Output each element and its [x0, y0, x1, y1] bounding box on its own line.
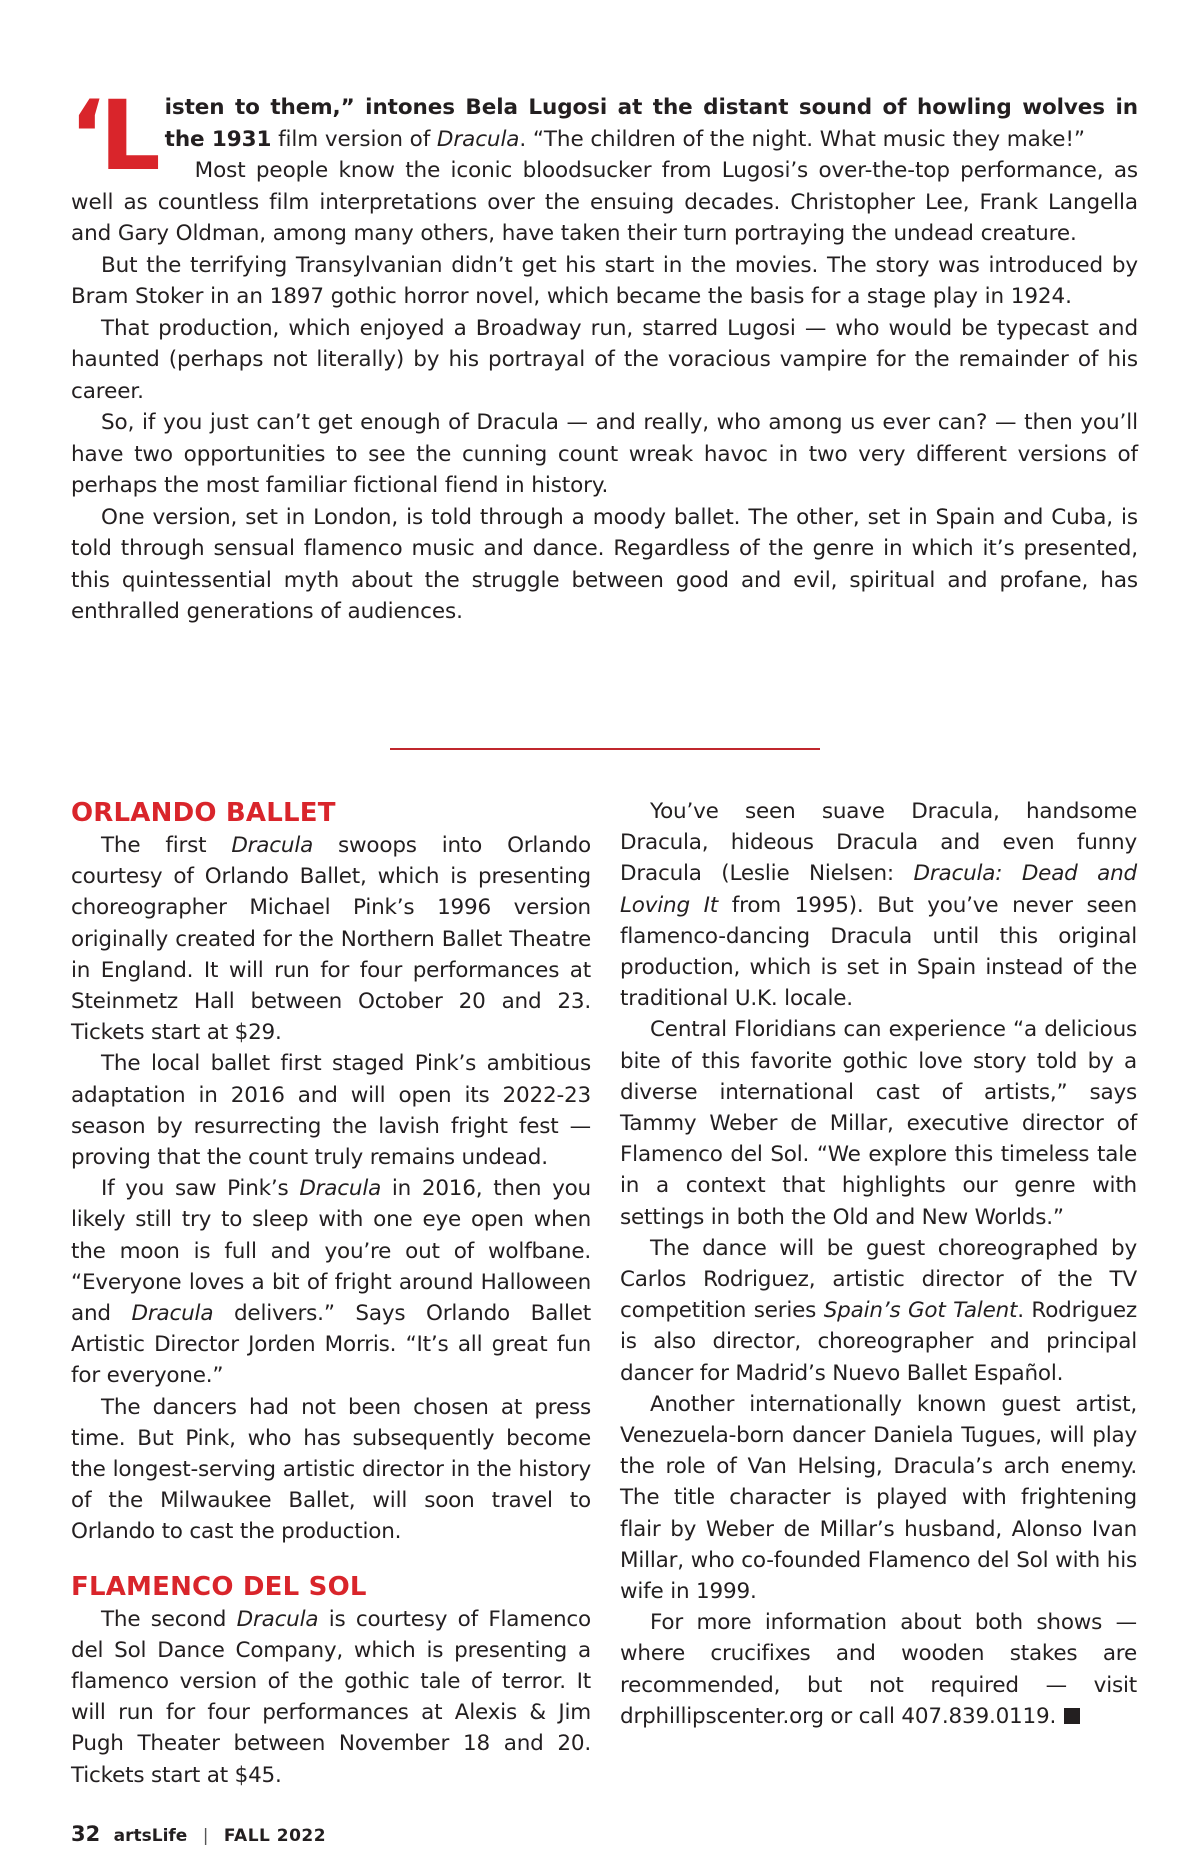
right-p5-text: For more information about both shows — where crucifixes and wooden stakes are recommended, but not required — visit drphillipscenter.org or call 407.839.0119. — [620, 1610, 1137, 1729]
left-p3-text: If you saw Pink’s — [101, 1176, 300, 1202]
left-p1-text-2: swoops into Orlando courtesy of Orlando Ballet, which is presenting choreographer Michael Pink’s 1996 version originally created for the Northern Ballet Theatre in England. It will run for four performances at Steinmetz Hall between October 20 and 23. Tickets start at $29. — [71, 833, 592, 1046]
end-of-article-mark — [1064, 1708, 1080, 1724]
intro-paragraph-3: But the terrifying Transylvanian didn’t get his start in the movies. The story was introduced by Bram Stoker in an 1897 gothic horror novel, which became the basis for a stage play in 1924. — [71, 252, 1138, 309]
page-footer — [71, 1822, 326, 1848]
left-p5-text-2: is courtesy of Flamenco del Sol Dance Company, which is presenting a flamenco version of the gothic tale of terror. It will run for four performances at Alexis & Jim Pugh Theater between November 18 and 20. Tickets start at $45. — [71, 1606, 592, 1788]
left-p3-text-3: delivers.” Says Orlando Ballet Artistic Director Jorden Morris. “It’s all great fun for everyone.” — [71, 1301, 591, 1389]
right-paragraph-2: Central Floridians can experience “a delicious bite of this favorite gothic love story told by a diverse international cast of artists,” says Tammy Weber de Millar, executive director of Flamenco del Sol. “We explore this timeless tale in a context that highlights our genre with settings in both the Old and New Worlds.” — [620, 1017, 1137, 1230]
right-paragraph-3 — [620, 1233, 1137, 1389]
right-paragraph-5 — [620, 1607, 1137, 1732]
left-paragraph-1 — [71, 830, 591, 1048]
right-p1-italic: Dracula: Dead and Loving It — [620, 861, 1137, 918]
heading-orlando-ballet: ORLANDO BALLET — [71, 798, 336, 828]
intro-paragraph-6: One version, set in London, is told through a moody ballet. The other, set in Spain and Cuba, is told through sensual flamenco music and dance. Regardless of the genre in which it’s presented, this quintessential myth about the struggle between good and evil, spiritual and profane, has enthralled generations of audiences. — [71, 504, 1138, 624]
left-paragraph-5 — [71, 1604, 591, 1791]
left-paragraph-2: The local ballet first staged Pink’s ambitious adaptation in 2016 and will open its 2022-23 season by resurrecting the lavish fright fest — proving that the count truly remains undead. — [71, 1051, 591, 1171]
intro-lead-paragraph — [69, 80, 1138, 192]
magazine-name: artsLife — [113, 1826, 188, 1846]
intro-lead-text: film version of — [271, 126, 437, 152]
right-paragraph-1 — [620, 796, 1137, 1014]
intro-lead-italic: Dracula — [436, 126, 520, 152]
left-paragraph-4: The dancers had not been chosen at press time. But Pink, who has subsequently become the longest-serving artistic director in the history of the Milwaukee Ballet, will soon travel to Orlando to cast the production. — [71, 1394, 591, 1545]
right-p3-text-2: . Rodriguez is also director, choreographer and principal dancer for Madrid’s Nuevo Ballet Español. — [620, 1298, 1138, 1386]
right-column — [620, 796, 1137, 1732]
intro-lead-bold: isten to them,” intones Bela Lugosi at the distant sound of howling wolves in the 1931 — [164, 95, 1138, 152]
right-p3-italic: Spain’s Got Talent — [823, 1298, 1018, 1324]
right-p1-text: You’ve seen suave Dracula, handsome Dracula, hideous Dracula and even funny Dracula (Leslie Nielsen: — [620, 799, 1137, 887]
left-p3-italic: Dracula — [299, 1176, 382, 1202]
right-p3-text: The dance will be guest choreographed by Carlos Rodriguez, artistic director of the TV competition series — [620, 1235, 1137, 1324]
left-p5-italic: Dracula — [236, 1606, 319, 1632]
left-p5-text: The second — [101, 1606, 237, 1632]
intro-paragraph-5: So, if you just can’t get enough of Dracula — and really, who among us ever can? — then you’ll have two opportunities to see the cunning count wreak havoc in two very different versions of perhaps the most familiar fictional fiend in history. — [71, 410, 1138, 498]
left-paragraph-3 — [71, 1173, 591, 1391]
left-p3-text-2: in 2016, then you likely still try to sleep with one eye open when the moon is full and you’re out of wolfbane. “Everyone loves a bit of fright around Halloween and — [71, 1176, 591, 1327]
left-p1-italic: Dracula — [231, 833, 314, 858]
drop-cap: ‘L — [69, 80, 155, 192]
intro-lead-text-2: . “The children of the night. What music they make!” — [519, 126, 1085, 152]
page-number: 32 — [71, 1822, 101, 1846]
heading-flamenco-del-sol: FLAMENCO DEL SOL — [71, 1571, 367, 1602]
intro-paragraph-2: Most people know the iconic bloodsucker from Lugosi’s over-the-top performance, as well as countless film interpretations over the ensuing decades. Christopher Lee, Frank Langella and Gary Oldman, among many others, have taken their turn portraying the undead creature. — [71, 158, 1138, 246]
section-divider — [390, 748, 820, 750]
left-p1-text: The first — [101, 833, 232, 858]
left-column — [71, 796, 591, 1791]
footer-separator: | — [202, 1826, 209, 1846]
intro-section — [69, 80, 1138, 628]
intro-paragraph-4: That production, which enjoyed a Broadway run, starred Lugosi — who would be typecast and haunted (perhaps not literally) by his portrayal of the voracious vampire for the remainder of his career. — [71, 315, 1138, 404]
right-paragraph-4: Another internationally known guest artist, Venezuela-born dancer Daniela Tugues, will play the role of Van Helsing, Dracula’s arch enemy. The title character is played with frightening flair by Weber de Millar’s husband, Alonso Ivan Millar, who co-founded Flamenco del Sol with his wife in 1999. — [620, 1391, 1137, 1605]
issue-label: FALL 2022 — [223, 1826, 327, 1846]
left-p3-italic-2: Dracula — [131, 1301, 214, 1327]
right-p1-text-2: from 1995). But you’ve never seen flamenco-dancing Dracula until this original production, which is set in Spain instead of the traditional U.K. locale. — [620, 892, 1137, 1012]
